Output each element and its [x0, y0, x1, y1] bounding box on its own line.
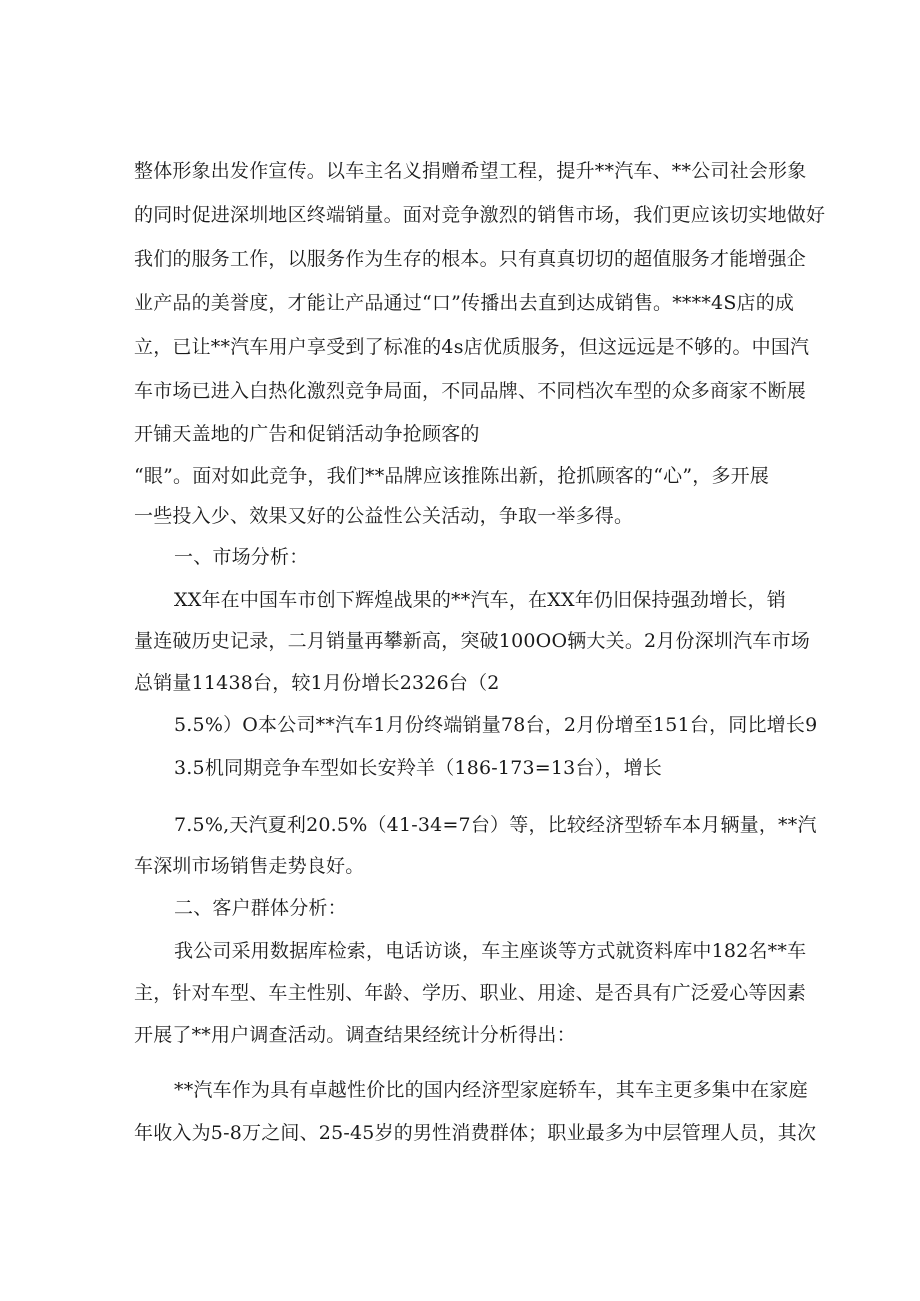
section-heading: 一、市场分析：	[174, 546, 309, 568]
text-line: “眼”。面对如此竞争，我们**品牌应该推陈出新，抢抓顾客的“心”，多开展	[134, 465, 770, 487]
section-heading: 二、客户群体分析：	[174, 897, 347, 919]
text-line: 开展了**用户调查活动。调查结果经统计分析得出：	[134, 1024, 576, 1046]
text-line: 业产品的美誉度，才能让产品通过“口”传播出去直到达成销售。****4S店的成	[134, 292, 795, 314]
text-line: 5.5%）O本公司**汽车1月份终端销量78台，2月份增至151台，同比增长9	[174, 714, 818, 736]
text-line: 7.5%,天汽夏利20.5%（41-34=7台）等，比较经济型轿车本月辆量，**汽	[174, 814, 817, 836]
text-line: 主，针对车型、车主性别、年龄、学历、职业、用途、是否具有广泛爱心等因素	[134, 982, 807, 1004]
text-line: 整体形象出发作宣传。以车主名义捐赠希望工程，提升**汽车、**公司社会形象	[134, 160, 807, 182]
text-line: 一些投入少、效果又好的公益性公关活动，争取一举多得。	[134, 505, 634, 527]
text-line: 我公司采用数据库检索，电话访谈，车主座谈等方式就资料库中182名**车	[174, 940, 807, 962]
text-line: 总销量11438台，较1月份增长2326台（2	[134, 672, 500, 694]
text-line: 车市场已进入白热化激烈竞争局面，不同品牌、不同档次车型的众多商家不断展	[134, 380, 807, 402]
text-line: 年收入为5-8万之间、25-45岁的男性消费群体；职业最多为中层管理人员，其次	[134, 1122, 817, 1144]
text-line: 我们的服务工作，以服务作为生存的根本。只有真真切切的超值服务才能增强企	[134, 248, 807, 270]
text-line: 开铺天盖地的广告和促销活动争抢顾客的	[134, 423, 480, 445]
text-line: 量连破历史记录，二月销量再攀新高，突破100OO辆大关。2月份深圳汽车市场	[134, 630, 810, 652]
text-line: **汽车作为具有卓越性价比的国内经济型家庭轿车，其车主更多集中在家庭	[174, 1079, 808, 1101]
text-line: 3.5机同期竞争车型如长安羚羊（186-173=13台），增长	[174, 757, 662, 779]
text-line: XX年在中国车市创下辉煌战果的**汽车，在XX年仍旧保持强劲增长，销	[174, 589, 786, 611]
text-line: 立，已让**汽车用户享受到了标准的4s店优质服务，但这远远是不够的。中国汽	[134, 336, 810, 358]
text-line: 的同时促进深圳地区终端销量。面对竞争激烈的销售市场，我们更应该切实地做好	[134, 204, 826, 226]
text-line: 车深圳市场销售走势良好。	[134, 855, 365, 877]
